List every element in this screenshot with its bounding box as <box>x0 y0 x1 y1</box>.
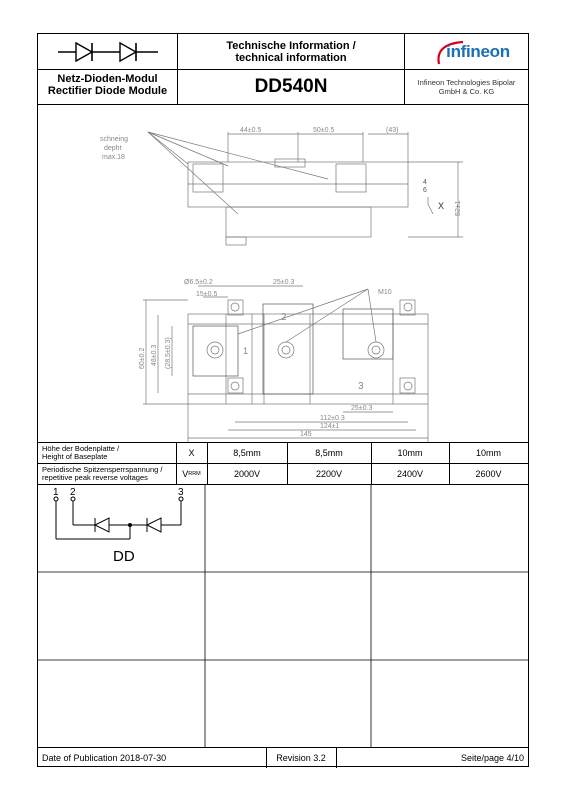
voltage-label-de: Periodische Spitzensperrspannung / <box>42 464 163 474</box>
circuit-label: DD <box>113 548 135 565</box>
baseplate-value-2: 8,5mm <box>315 448 343 458</box>
dim-6-5: Ø6.5±0.2 <box>184 279 213 286</box>
table-row-voltage <box>38 464 528 485</box>
dim-m10: M10 <box>378 289 392 296</box>
part-number: DD540N <box>254 76 328 97</box>
dim-124: 124±1 <box>320 423 340 430</box>
baseplate-value-1: 8,5mm <box>233 448 261 458</box>
dim-4: 4 <box>423 179 427 186</box>
dim-15: 15±0.5 <box>196 291 218 298</box>
mechanical-drawing <box>38 104 528 443</box>
datasheet-frame <box>37 33 529 767</box>
doc-title <box>178 40 404 64</box>
dim-x: X <box>438 201 445 211</box>
terminal-2: 2 <box>281 312 287 323</box>
revision: Revision 3.2 <box>276 753 326 763</box>
module-name-en: Rectifier Diode Module <box>47 85 168 97</box>
note-line1: schneing <box>100 136 129 143</box>
dim-50: 50±0.5 <box>313 127 335 134</box>
dim-60: 60±0.2 <box>139 347 146 369</box>
circuit-pin-3: 3 <box>178 487 184 498</box>
dim-25: 25±0.3 <box>273 279 295 286</box>
dim-48: 48±0.3 <box>151 344 158 366</box>
voltage-symbol: V RRM <box>182 469 201 479</box>
dim-52: 52±1 <box>455 200 462 216</box>
page-number: Seite/page 4/10 <box>460 753 524 763</box>
circuit-grid <box>38 485 528 747</box>
module-name <box>38 73 177 97</box>
baseplate-value-3: 10mm <box>397 448 423 458</box>
dim-6: 6 <box>423 187 427 194</box>
circuit-pin-1: 1 <box>53 487 59 498</box>
terminal-3: 3 <box>358 381 364 392</box>
infineon-logo: infineon <box>433 38 523 68</box>
dim-112: 112±0.3 <box>320 415 345 422</box>
dim-28: (28.5±0.3) <box>165 337 172 369</box>
baseplate-value-4: 10mm <box>475 448 501 458</box>
voltage-value-2: 2200V <box>315 469 343 479</box>
header <box>38 34 528 105</box>
voltage-label-en: repetitive peak reverse voltages <box>42 473 148 482</box>
dim-25b: 25±0.3 <box>351 405 373 412</box>
baseplate-label-de: Höhe der Bodenplatte / <box>42 443 120 453</box>
circuit-diagram <box>38 485 205 572</box>
dim-44: 44±0.5 <box>240 127 262 134</box>
note-line3: max.18 <box>102 154 125 161</box>
dim-43: (43) <box>386 127 399 134</box>
footer <box>38 747 528 768</box>
table-row-baseplate <box>38 443 528 464</box>
doc-title-de: Technische Information / <box>226 40 356 52</box>
module-name-de: Netz-Dioden-Modul <box>57 73 158 85</box>
terminal-1: 1 <box>243 346 249 356</box>
dim-145: 145 <box>300 431 312 438</box>
baseplate-label-en: Height of Baseplate <box>42 452 108 461</box>
note-line2: depht <box>104 145 122 152</box>
outline-drawing <box>38 104 528 442</box>
doc-title-en: technical information <box>235 52 347 64</box>
publication-date: Date of Publication 2018-07-30 <box>42 753 167 763</box>
company-name: Infineon Technologies Bipolar GmbH & Co. KG <box>417 78 516 96</box>
voltage-value-1: 2000V <box>233 469 261 479</box>
voltage-value-3: 2400V <box>396 469 424 479</box>
baseplate-symbol: X <box>188 448 195 458</box>
diode-symbols-icon <box>58 40 158 64</box>
voltage-value-4: 2600V <box>475 469 502 479</box>
circuit-pin-2: 2 <box>70 487 76 498</box>
